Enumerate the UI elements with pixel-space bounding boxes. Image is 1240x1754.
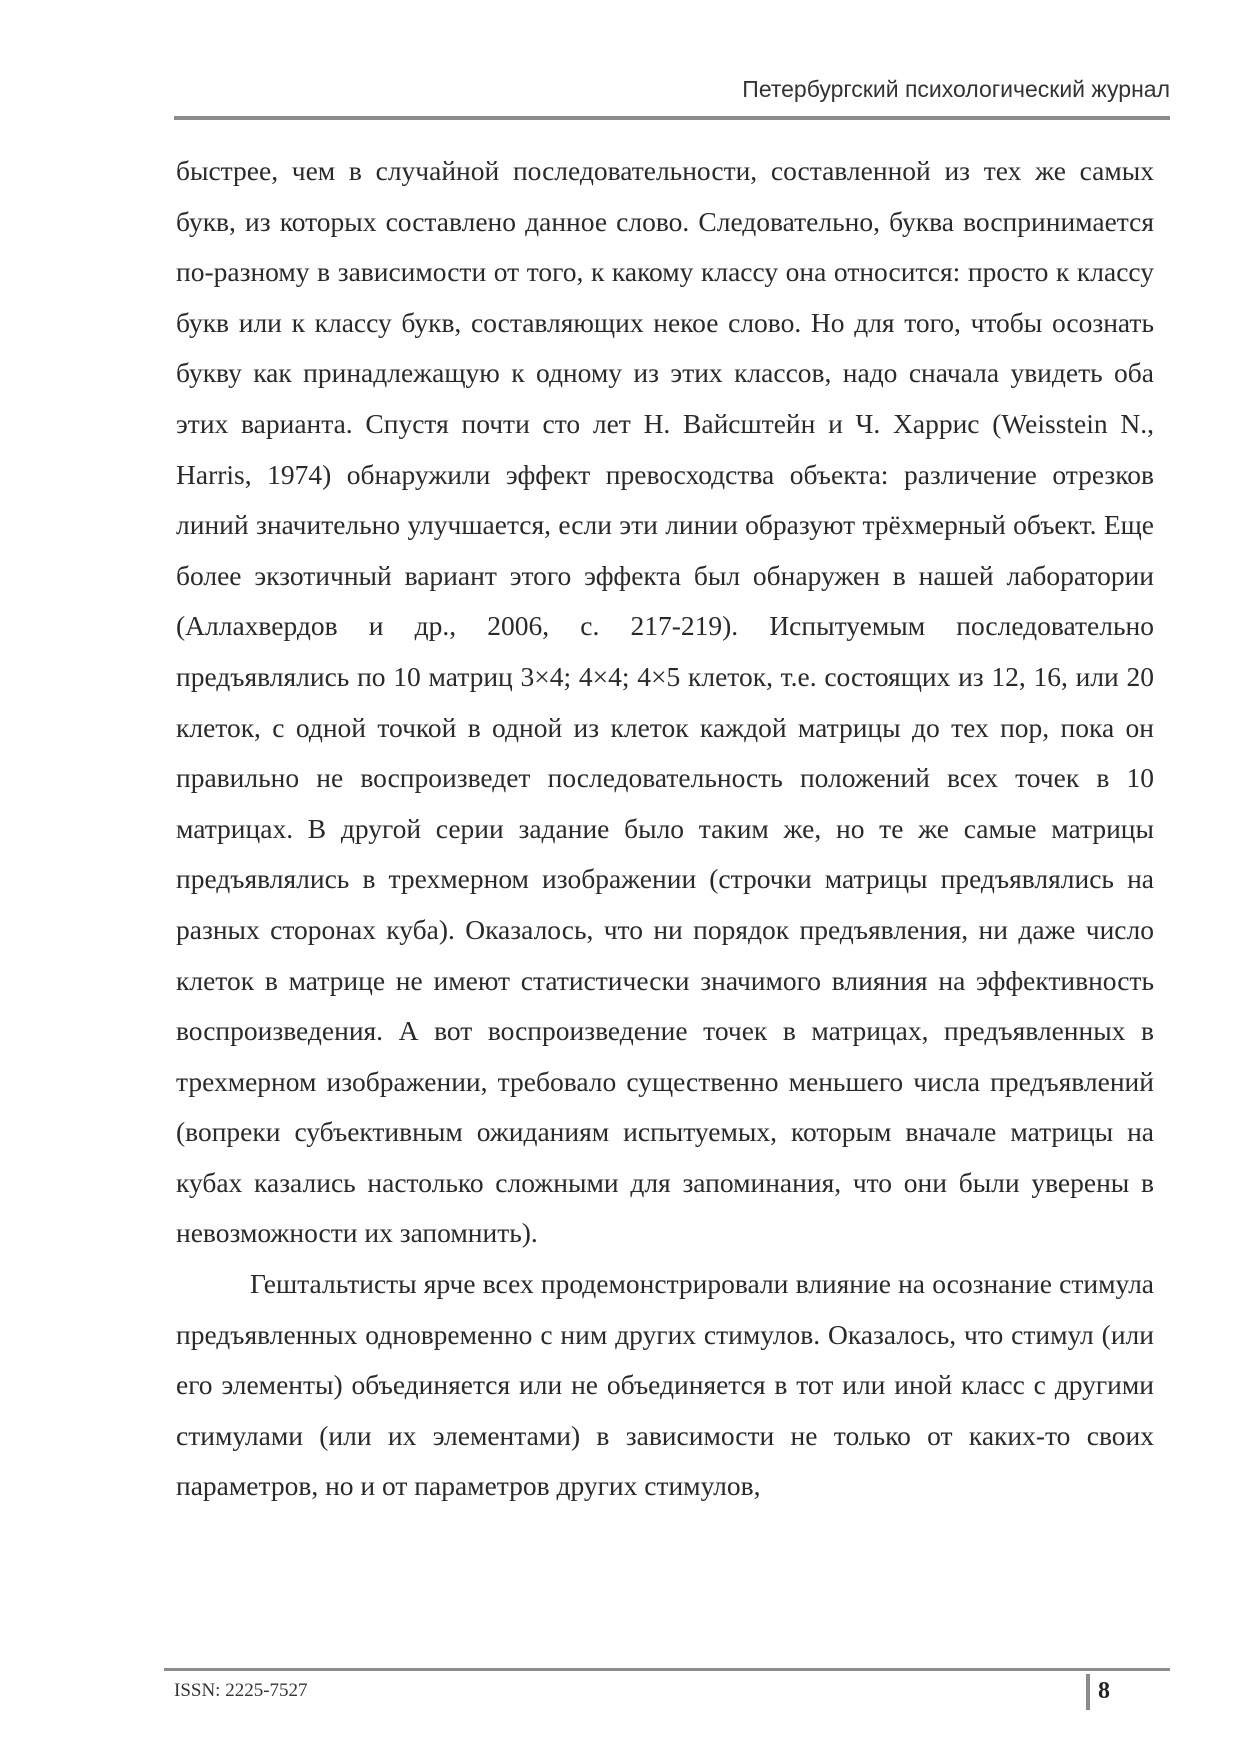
paragraph-gestalt: Гештальтисты ярче всех продемонстрировали влияние на осознание стимула предъявленных одновременно с ним других стимулов. Оказалось, что стимул (или его элементы) объединяется или не объединяется в тот или иной класс с другими стимулами (или их элементами) в зависимости не только от каких-то своих параметров, но и от параметров других стимулов, (176, 1268, 1154, 1502)
footer-divider (164, 1668, 1170, 1671)
journal-title: Петербургский психологический журнал (742, 76, 1170, 102)
issn-label: ISSN: 2225-7527 (174, 1680, 308, 1701)
paragraph-continued: быстрее, чем в случайной последовательности, составленной из тех же самых букв, из которых составлено данное слово. Следовательно, буква воспринимается по-разному в зависимости от того, к какому классу она относится: просто к классу букв или к классу букв, составляющих некое слово. Но для того, чтобы осознать букву как принадлежащую к одному из этих классов, надо сначала увидеть оба этих варианта. Спустя почти сто лет Н. Вайсштейн и Ч. Харрис (Weisstein N., Harris, 1974) обнаружили эффект превосходства объекта: различение отрезков линий значительно улучшается, если эти линии образуют трёхмерный объект. Еще более экзотичный вариант этого эффекта был обнаружен в нашей лаборатории (Аллахвердов и др., 2006, с. 217-219). Испытуемым последовательно предъявлялись по 10 матриц 3×4; 4×4; 4×5 клеток, т.е. состоящих из 12, 16, или 20 клеток, с одной точкой в одной из клеток каждой матрицы до тех пор, пока он правильно не воспроизведет последовательность положений всех точек в 10 матрицах. В другой серии задание было таким же, но те же самые матрицы предъявлялись в трехмерном изображении (строчки матрицы предъявлялись на разных сторонах куба). Оказалось, что ни порядок предъявления, ни даже число клеток в матрице не имеют статистически значимого влияния на эффективность воспроизведения. А вот воспроизведение точек в матрицах, предъявленных в трехмерном изображении, требовало существенно меньшего числа предъявлений (вопреки субъективным ожиданиям испытуемых, которым вначале матрицы на кубах казались настолько сложными для запоминания, что они были уверены в невозможности их запомнить). (176, 155, 1154, 1249)
page-number-separator (1086, 1674, 1090, 1710)
header-divider (174, 116, 1170, 120)
article-body (176, 146, 1154, 1512)
page-number: 8 (1098, 1678, 1110, 1704)
